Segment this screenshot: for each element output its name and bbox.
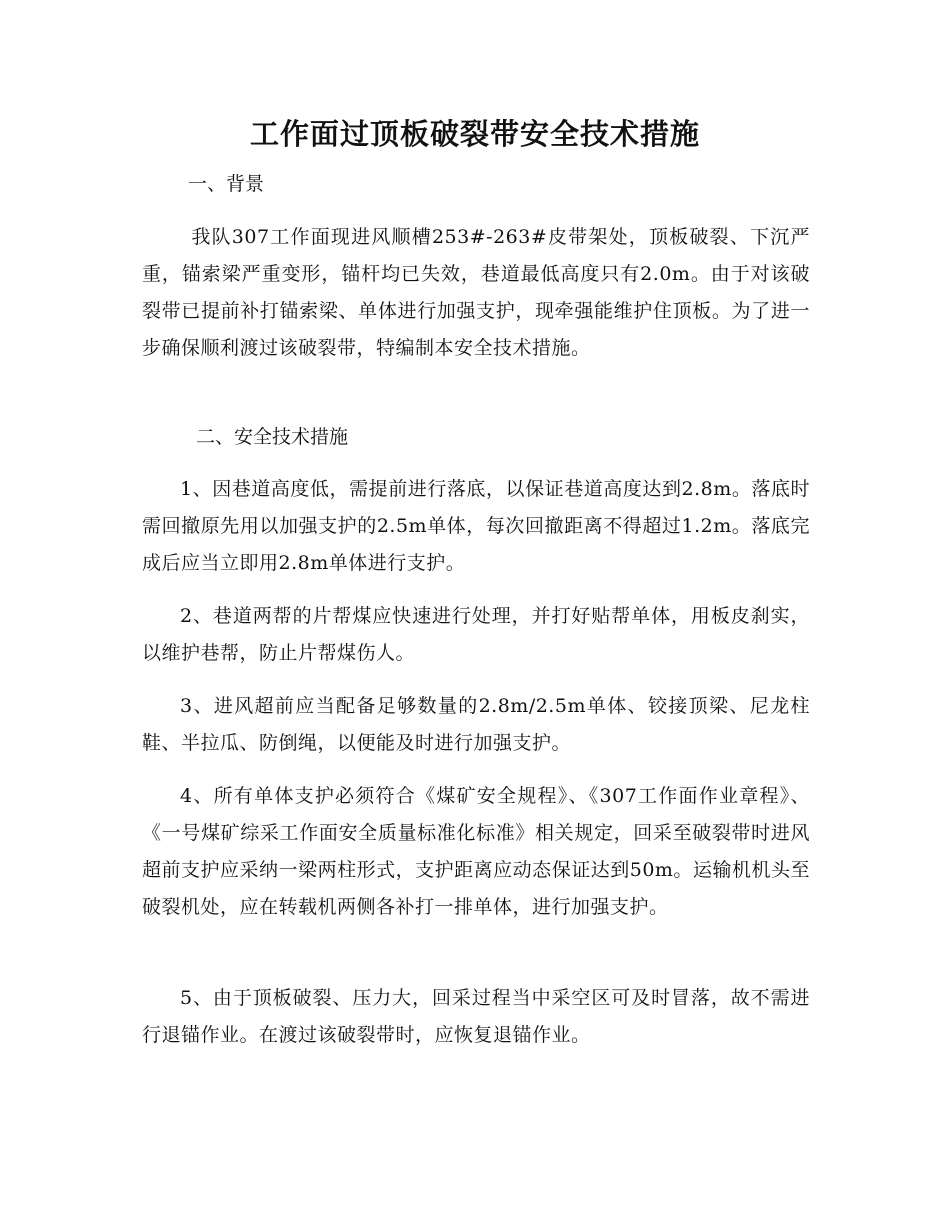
measure-item-1: 1、因巷道高度低，需提前进行落底，以保证巷道高度达到2.8m。落底时需回撤原先用以加强支护的2.5m单体，每次回撤距离不得超过1.2m。落底完成后应当立即用2.8m单体进行支护。 <box>142 478 810 574</box>
document-title: 工作面过顶板破裂带安全技术措施 <box>249 117 700 151</box>
measure-item-2: 2、巷道两帮的片帮煤应快速进行处理，并打好贴帮单体，用板皮刹实，以维护巷帮，防止片帮煤伤人。 <box>142 605 810 664</box>
measure-item-5: 5、由于顶板破裂、压力大，回采过程当中采空区可及时冒落，故不需进行退锚作业。在渡过该破裂带时，应恢复退锚作业。 <box>142 987 810 1046</box>
measure-item-3: 3、进风超前应当配备足够数量的2.8m/2.5m单体、铰接顶梁、尼龙柱鞋、半拉瓜、防倒绳，以便能及时进行加强支护。 <box>142 695 810 754</box>
section-heading-measures: 二、安全技术措施 <box>196 426 349 448</box>
section-heading-background: 一、背景 <box>188 173 265 195</box>
background-paragraph: 我队307工作面现进风顺槽253#-263#皮带架处，顶板破裂、下沉严重，锚索梁严重变形，锚杆均已失效，巷道最低高度只有2.0m。由于对该破裂带已提前补打锚索梁、单体进行加强支护，现牵强能维护住顶板。为了进一步确保顺利渡过该破裂带，特编制本安全技术措施。 <box>142 226 810 359</box>
measure-item-4: 4、所有单体支护必须符合《煤矿安全规程》、《307工作面作业章程》、《一号煤矿综采工作面安全质量标准化标准》相关规定，回采至破裂带时进风超前支护应采纳一梁两柱形式，支护距离应动态保证达到50m。运输机机头至破裂机处，应在转载机两侧各补打一排单体，进行加强支护。 <box>142 785 810 918</box>
